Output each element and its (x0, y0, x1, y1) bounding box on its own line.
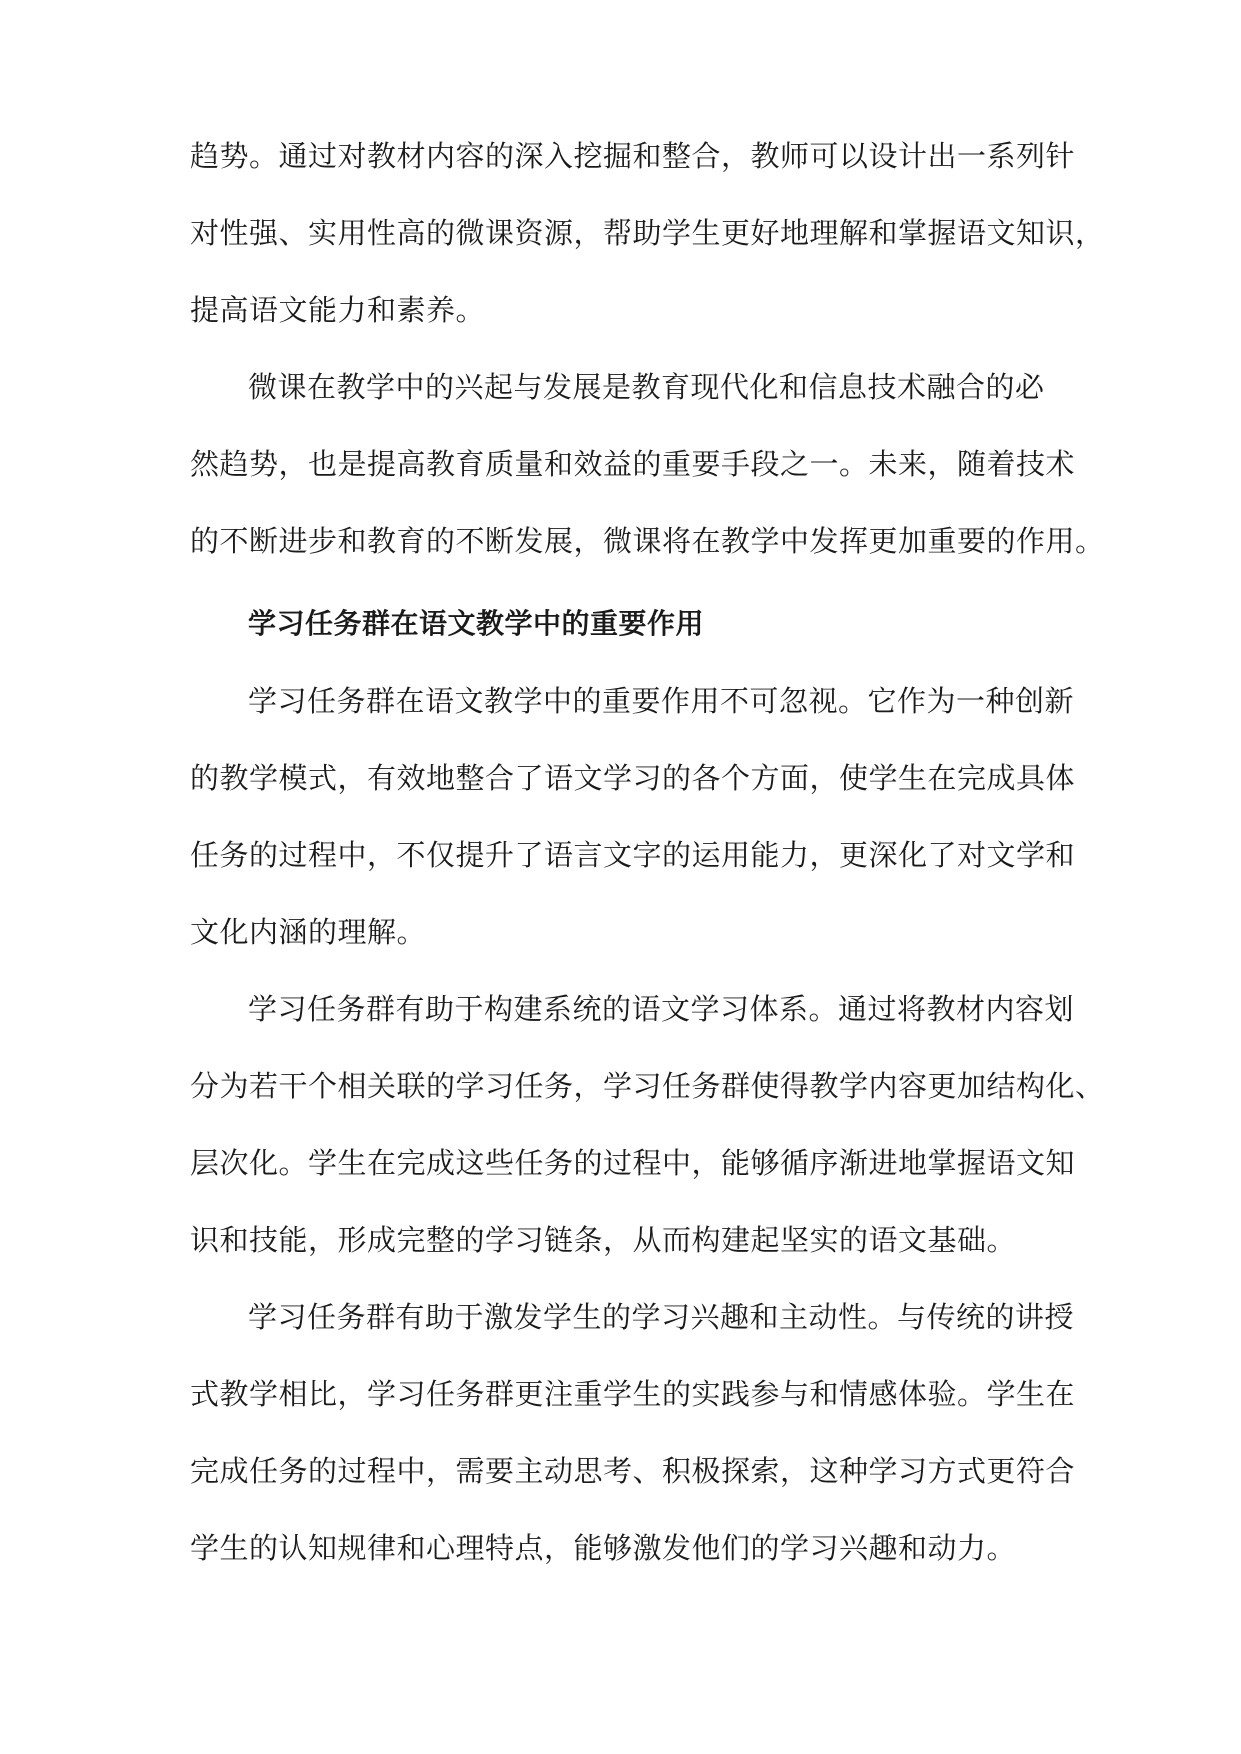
text-line: 的不断进步和教育的不断发展，微课将在教学中发挥更加重要的作用。 (190, 524, 1105, 558)
text-line: 趋势。通过对教材内容的深入挖掘和整合，教师可以设计出一系列针 (190, 139, 1076, 173)
text-line: 识和技能，形成完整的学习链条，从而构建起坚实的语文基础。 (190, 1223, 1017, 1257)
text-line: 学生的认知规律和心理特点，能够激发他们的学习兴趣和动力。 (190, 1531, 1017, 1565)
text-line: 然趋势，也是提高教育质量和效益的重要手段之一。未来，随着技术 (190, 447, 1076, 481)
text-line: 学习任务群在语文教学中的重要作用不可忽视。它作为一种创新 (248, 684, 1075, 718)
text-line: 微课在教学中的兴起与发展是教育现代化和信息技术融合的必 (248, 370, 1045, 404)
text-line: 文化内涵的理解。 (190, 915, 427, 949)
text-line: 的教学模式，有效地整合了语文学习的各个方面，使学生在完成具体 (190, 761, 1076, 795)
text-line: 学习任务群有助于激发学生的学习兴趣和主动性。与传统的讲授 (248, 1300, 1075, 1334)
text-line: 分为若干个相关联的学习任务，学习任务群使得教学内容更加结构化、 (190, 1069, 1105, 1103)
text-line: 式教学相比，学习任务群更注重学生的实践参与和情感体验。学生在 (190, 1377, 1076, 1411)
section-heading: 学习任务群在语文教学中的重要作用 (248, 607, 705, 640)
text-line: 提高语文能力和素养。 (190, 293, 486, 327)
text-line: 层次化。学生在完成这些任务的过程中，能够循序渐进地掌握语文知 (190, 1146, 1076, 1180)
text-line: 对性强、实用性高的微课资源，帮助学生更好地理解和掌握语文知识， (190, 216, 1105, 250)
text-line: 任务的过程中，不仅提升了语言文字的运用能力，更深化了对文学和 (190, 838, 1076, 872)
text-line: 完成任务的过程中，需要主动思考、积极探索，这种学习方式更符合 (190, 1454, 1076, 1488)
text-line: 学习任务群有助于构建系统的语文学习体系。通过将教材内容划 (248, 992, 1075, 1026)
